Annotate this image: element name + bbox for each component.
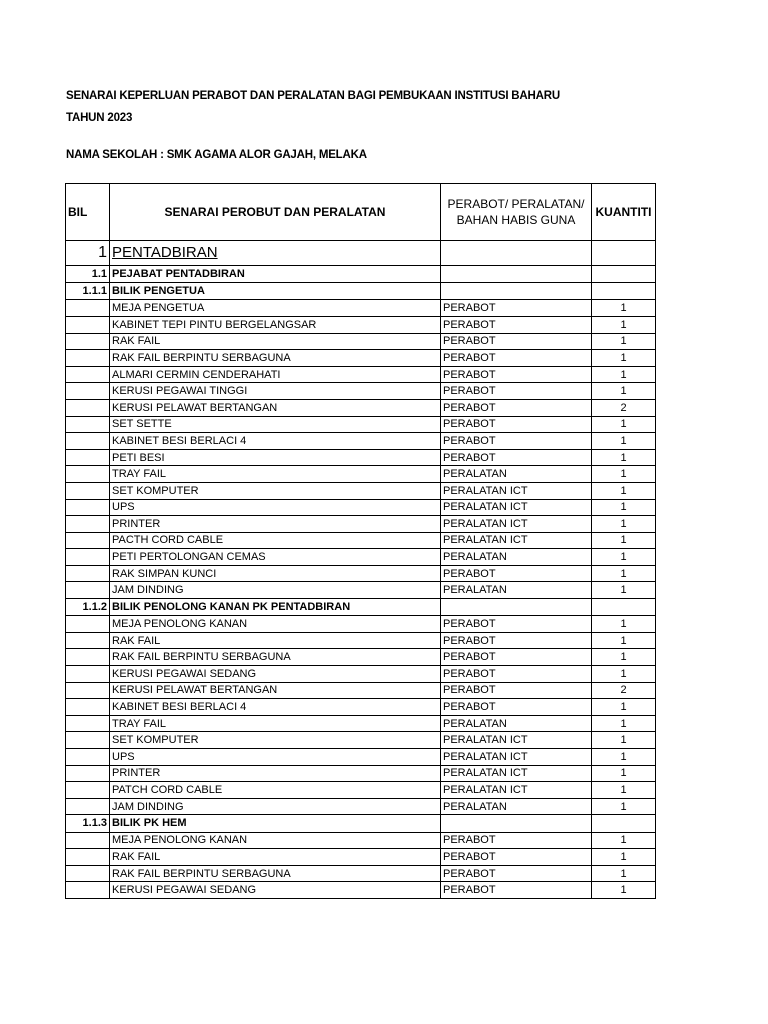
row-name: SET KOMPUTER xyxy=(110,482,441,499)
table-row xyxy=(66,699,656,716)
row-type: PERABOT xyxy=(441,632,592,649)
table-row xyxy=(66,582,656,599)
row-bil xyxy=(66,565,110,582)
column-header-type: PERABOT/ PERALATAN/ BAHAN HABIS GUNA xyxy=(441,184,592,241)
section-row xyxy=(66,599,656,616)
row-name: KABINET TEPI PINTU BERGELANGSAR xyxy=(110,316,441,333)
table-row xyxy=(66,798,656,815)
row-bil: 1.1.1 xyxy=(66,283,110,300)
row-name: MEJA PENOLONG KANAN xyxy=(110,616,441,633)
row-qty: 1 xyxy=(592,565,656,582)
row-bil xyxy=(66,433,110,450)
row-bil xyxy=(66,849,110,866)
row-name: RAK FAIL xyxy=(110,632,441,649)
table-row xyxy=(66,316,656,333)
school-name: NAMA SEKOLAH : SMK AGAMA ALOR GAJAH, MELAKA xyxy=(66,149,367,161)
column-header-bil: BIL xyxy=(66,184,110,241)
row-type: PERABOT xyxy=(441,649,592,666)
table-row xyxy=(66,300,656,317)
row-type: PERALATAN xyxy=(441,582,592,599)
row-name: RAK FAIL BERPINTU SERBAGUNA xyxy=(110,350,441,367)
row-qty: 1 xyxy=(592,333,656,350)
section-row xyxy=(66,241,656,266)
row-bil xyxy=(66,316,110,333)
row-type xyxy=(441,283,592,300)
table-row xyxy=(66,549,656,566)
row-qty: 2 xyxy=(592,682,656,699)
row-qty: 1 xyxy=(592,666,656,683)
row-name: PRINTER xyxy=(110,516,441,533)
table-row xyxy=(66,832,656,849)
row-qty: 1 xyxy=(592,516,656,533)
row-bil xyxy=(66,666,110,683)
row-qty: 1 xyxy=(592,466,656,483)
row-type: PERALATAN xyxy=(441,549,592,566)
document-year: TAHUN 2023 xyxy=(66,112,133,124)
row-type: PERALATAN ICT xyxy=(441,482,592,499)
row-bil xyxy=(66,882,110,899)
row-qty: 1 xyxy=(592,300,656,317)
row-type: PERALATAN ICT xyxy=(441,532,592,549)
row-bil xyxy=(66,350,110,367)
row-bil xyxy=(66,699,110,716)
table-row xyxy=(66,865,656,882)
row-qty: 1 xyxy=(592,865,656,882)
row-qty: 1 xyxy=(592,549,656,566)
row-name: PACTH CORD CABLE xyxy=(110,532,441,549)
row-name: PENTADBIRAN xyxy=(110,241,441,266)
table-row xyxy=(66,749,656,766)
row-bil xyxy=(66,765,110,782)
row-name: KERUSI PEGAWAI SEDANG xyxy=(110,882,441,899)
table-row xyxy=(66,333,656,350)
row-qty: 1 xyxy=(592,616,656,633)
row-qty: 1 xyxy=(592,366,656,383)
row-name: TRAY FAIL xyxy=(110,466,441,483)
row-bil xyxy=(66,482,110,499)
row-type: PERABOT xyxy=(441,333,592,350)
row-qty: 1 xyxy=(592,632,656,649)
row-bil: 1.1.3 xyxy=(66,815,110,832)
row-bil xyxy=(66,632,110,649)
table-row xyxy=(66,383,656,400)
row-bil xyxy=(66,715,110,732)
row-type: PERALATAN ICT xyxy=(441,732,592,749)
row-bil xyxy=(66,782,110,799)
row-type: PERALATAN ICT xyxy=(441,749,592,766)
row-qty: 1 xyxy=(592,699,656,716)
row-bil xyxy=(66,616,110,633)
row-name: BILIK PENOLONG KANAN PK PENTADBIRAN xyxy=(110,599,441,616)
row-name: JAM DINDING xyxy=(110,798,441,815)
row-type: PERABOT xyxy=(441,565,592,582)
row-qty xyxy=(592,599,656,616)
row-qty: 1 xyxy=(592,482,656,499)
row-bil xyxy=(66,333,110,350)
table-row xyxy=(66,532,656,549)
row-type xyxy=(441,599,592,616)
row-qty xyxy=(592,266,656,283)
row-bil xyxy=(66,649,110,666)
row-qty: 1 xyxy=(592,499,656,516)
row-bil: 1.1.2 xyxy=(66,599,110,616)
row-qty xyxy=(592,241,656,266)
table-row xyxy=(66,350,656,367)
row-type: PERABOT xyxy=(441,300,592,317)
row-qty: 1 xyxy=(592,765,656,782)
section-row xyxy=(66,815,656,832)
row-name: SET SETTE xyxy=(110,416,441,433)
row-name: RAK FAIL BERPINTU SERBAGUNA xyxy=(110,865,441,882)
table-row xyxy=(66,849,656,866)
row-bil xyxy=(66,865,110,882)
document-title: SENARAI KEPERLUAN PERABOT DAN PERALATAN BAGI PEMBUKAAN INSTITUSI BAHARU xyxy=(66,90,560,102)
row-name: PATCH CORD CABLE xyxy=(110,782,441,799)
row-type: PERALATAN ICT xyxy=(441,499,592,516)
row-name: KABINET BESI BERLACI 4 xyxy=(110,699,441,716)
row-type xyxy=(441,241,592,266)
table-row xyxy=(66,666,656,683)
row-type xyxy=(441,266,592,283)
row-name: KERUSI PEGAWAI SEDANG xyxy=(110,666,441,683)
row-bil xyxy=(66,416,110,433)
row-type: PERABOT xyxy=(441,666,592,683)
row-type: PERABOT xyxy=(441,383,592,400)
row-qty: 1 xyxy=(592,383,656,400)
row-qty: 2 xyxy=(592,399,656,416)
row-type: PERABOT xyxy=(441,449,592,466)
row-type: PERABOT xyxy=(441,882,592,899)
row-qty: 1 xyxy=(592,732,656,749)
row-qty xyxy=(592,815,656,832)
row-name: RAK FAIL BERPINTU SERBAGUNA xyxy=(110,649,441,666)
row-qty: 1 xyxy=(592,433,656,450)
row-name: UPS xyxy=(110,499,441,516)
row-type: PERALATAN ICT xyxy=(441,782,592,799)
row-name: PEJABAT PENTADBIRAN xyxy=(110,266,441,283)
row-bil xyxy=(66,582,110,599)
row-bil xyxy=(66,516,110,533)
row-bil xyxy=(66,399,110,416)
row-type: PERABOT xyxy=(441,416,592,433)
row-bil xyxy=(66,798,110,815)
row-type: PERABOT xyxy=(441,399,592,416)
section-row xyxy=(66,283,656,300)
row-bil xyxy=(66,749,110,766)
row-name: KERUSI PELAWAT BERTANGAN xyxy=(110,682,441,699)
row-type: PERABOT xyxy=(441,849,592,866)
row-bil: 1 xyxy=(66,241,110,266)
table-row xyxy=(66,399,656,416)
row-qty: 1 xyxy=(592,582,656,599)
row-bil xyxy=(66,300,110,317)
table-row xyxy=(66,882,656,899)
column-header-name: SENARAI PEROBUT DAN PERALATAN xyxy=(110,184,441,241)
row-qty: 1 xyxy=(592,649,656,666)
row-bil: 1.1 xyxy=(66,266,110,283)
row-type: PERALATAN ICT xyxy=(441,765,592,782)
row-type: PERALATAN xyxy=(441,798,592,815)
row-name: JAM DINDING xyxy=(110,582,441,599)
row-name: KABINET BESI BERLACI 4 xyxy=(110,433,441,450)
table-row xyxy=(66,366,656,383)
column-header-qty: KUANTITI xyxy=(592,184,656,241)
row-type: PERABOT xyxy=(441,832,592,849)
row-bil xyxy=(66,549,110,566)
row-name: RAK FAIL xyxy=(110,849,441,866)
row-qty: 1 xyxy=(592,832,656,849)
table-row xyxy=(66,516,656,533)
table-row xyxy=(66,565,656,582)
row-qty: 1 xyxy=(592,749,656,766)
row-type: PERABOT xyxy=(441,316,592,333)
row-name: RAK FAIL xyxy=(110,333,441,350)
row-type: PERALATAN ICT xyxy=(441,516,592,533)
table-row xyxy=(66,682,656,699)
row-qty xyxy=(592,283,656,300)
section-row xyxy=(66,266,656,283)
row-bil xyxy=(66,499,110,516)
row-type: PERALATAN xyxy=(441,715,592,732)
row-name: PETI PERTOLONGAN CEMAS xyxy=(110,549,441,566)
equipment-table xyxy=(65,183,656,899)
row-qty: 1 xyxy=(592,350,656,367)
row-bil xyxy=(66,832,110,849)
table-row xyxy=(66,482,656,499)
table-row xyxy=(66,433,656,450)
table-row xyxy=(66,649,656,666)
row-name: UPS xyxy=(110,749,441,766)
row-name: SET KOMPUTER xyxy=(110,732,441,749)
table-row xyxy=(66,732,656,749)
row-bil xyxy=(66,532,110,549)
row-qty: 1 xyxy=(592,532,656,549)
table-row xyxy=(66,632,656,649)
table-row xyxy=(66,499,656,516)
row-bil xyxy=(66,449,110,466)
row-qty: 1 xyxy=(592,798,656,815)
row-type: PERABOT xyxy=(441,699,592,716)
table-row xyxy=(66,715,656,732)
row-qty: 1 xyxy=(592,849,656,866)
row-name: BILIK PK HEM xyxy=(110,815,441,832)
row-qty: 1 xyxy=(592,782,656,799)
row-name: MEJA PENGETUA xyxy=(110,300,441,317)
row-qty: 1 xyxy=(592,416,656,433)
table-body xyxy=(66,241,656,899)
row-name: RAK SIMPAN KUNCI xyxy=(110,565,441,582)
row-name: TRAY FAIL xyxy=(110,715,441,732)
row-type: PERABOT xyxy=(441,682,592,699)
row-qty: 1 xyxy=(592,882,656,899)
table-row xyxy=(66,416,656,433)
row-type: PERALATAN xyxy=(441,466,592,483)
row-name: PETI BESI xyxy=(110,449,441,466)
row-bil xyxy=(66,366,110,383)
row-name: ALMARI CERMIN CENDERAHATI xyxy=(110,366,441,383)
row-bil xyxy=(66,466,110,483)
table-row xyxy=(66,765,656,782)
row-type: PERABOT xyxy=(441,433,592,450)
table-header xyxy=(66,184,656,241)
row-qty: 1 xyxy=(592,316,656,333)
row-type: PERABOT xyxy=(441,350,592,367)
row-bil xyxy=(66,732,110,749)
row-type xyxy=(441,815,592,832)
row-bil xyxy=(66,682,110,699)
table-row xyxy=(66,466,656,483)
row-name: PRINTER xyxy=(110,765,441,782)
row-qty: 1 xyxy=(592,449,656,466)
table-row xyxy=(66,782,656,799)
row-type: PERABOT xyxy=(441,616,592,633)
row-type: PERABOT xyxy=(441,366,592,383)
table-row xyxy=(66,616,656,633)
row-bil xyxy=(66,383,110,400)
row-name: KERUSI PEGAWAI TINGGI xyxy=(110,383,441,400)
row-type: PERABOT xyxy=(441,865,592,882)
row-name: BILIK PENGETUA xyxy=(110,283,441,300)
table-row xyxy=(66,449,656,466)
row-qty: 1 xyxy=(592,715,656,732)
row-name: MEJA PENOLONG KANAN xyxy=(110,832,441,849)
row-name: KERUSI PELAWAT BERTANGAN xyxy=(110,399,441,416)
